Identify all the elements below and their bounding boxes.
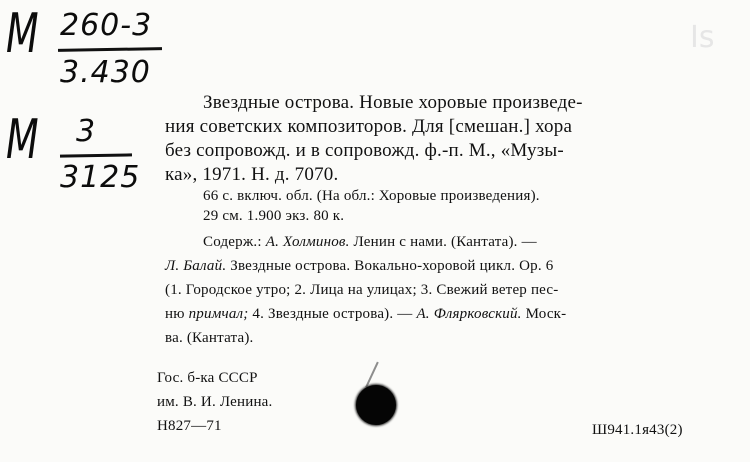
entry-title-line-3: без сопровожд. и в сопровожд. ф.-п. М., «Музы- (165, 140, 564, 161)
contents-author-2: Л. Балай. (165, 258, 227, 274)
contents-line-3: (1. Городское утро; 2. Лица на улицах; 3. Свежий ветер пес- (165, 282, 559, 298)
library-line-3: Н827—71 (157, 418, 222, 434)
entry-title-line-1: Звездные острова. Новые хоровые произведе- (203, 92, 583, 113)
entry-title-line-4: ка», 1971. Н. д. 7070. (165, 164, 339, 185)
contents-line-4 (165, 306, 566, 323)
contents-work-1: Ленин с нами. (Кантата). — (349, 234, 537, 250)
corner-mark: Is (690, 20, 715, 55)
contents-line-4-prefix: ню (165, 306, 189, 322)
contents-line-4-mid: 4. Звездные острова). — (248, 306, 417, 322)
contents-author-1: А. Холминов. (265, 234, 350, 250)
contents-work-2: Звездные острова. Вокально-хоровой цикл. Ор. 6 (226, 258, 554, 274)
entry-title-line-2: ния советских композиторов. Для [смешан.] хора (165, 116, 573, 137)
shelfmark-top-numerator: 260-3 (60, 8, 153, 43)
contents-line-1 (203, 234, 537, 251)
entry-physical-line-1: 66 с. включ. обл. (На обл.: Хоровые произведения). (203, 188, 540, 204)
shelfmark-bottom-denominator: 3125 (60, 160, 141, 195)
library-line-2: им. В. И. Ленина. (157, 394, 273, 410)
contents-line-2 (165, 258, 553, 275)
ink-blot (356, 385, 396, 425)
contents-line-4-italic: примчал; (188, 306, 249, 322)
shelfmark-top-fraction-rule (58, 47, 162, 52)
classification-code: Ш941.1я43(2) (592, 422, 683, 438)
shelfmark-letter-top: М (6, 2, 40, 65)
contents-line-4-rest: Моск- (521, 306, 567, 322)
entry-physical-line-2: 29 см. 1.900 экз. 80 к. (203, 208, 345, 224)
contents-author-3: А. Флярковский. (416, 306, 522, 322)
shelfmark-letter-bottom: М (6, 108, 40, 171)
shelfmark-top-denominator: 3.430 (60, 55, 151, 90)
library-line-1: Гос. б-ка СССР (157, 370, 258, 386)
shelfmark-bottom-numerator: 3 (76, 114, 97, 149)
contents-prefix: Содерж.: (203, 234, 266, 250)
shelfmark-bottom-fraction-rule (60, 153, 132, 157)
contents-line-5: ва. (Кантата). (165, 330, 254, 346)
